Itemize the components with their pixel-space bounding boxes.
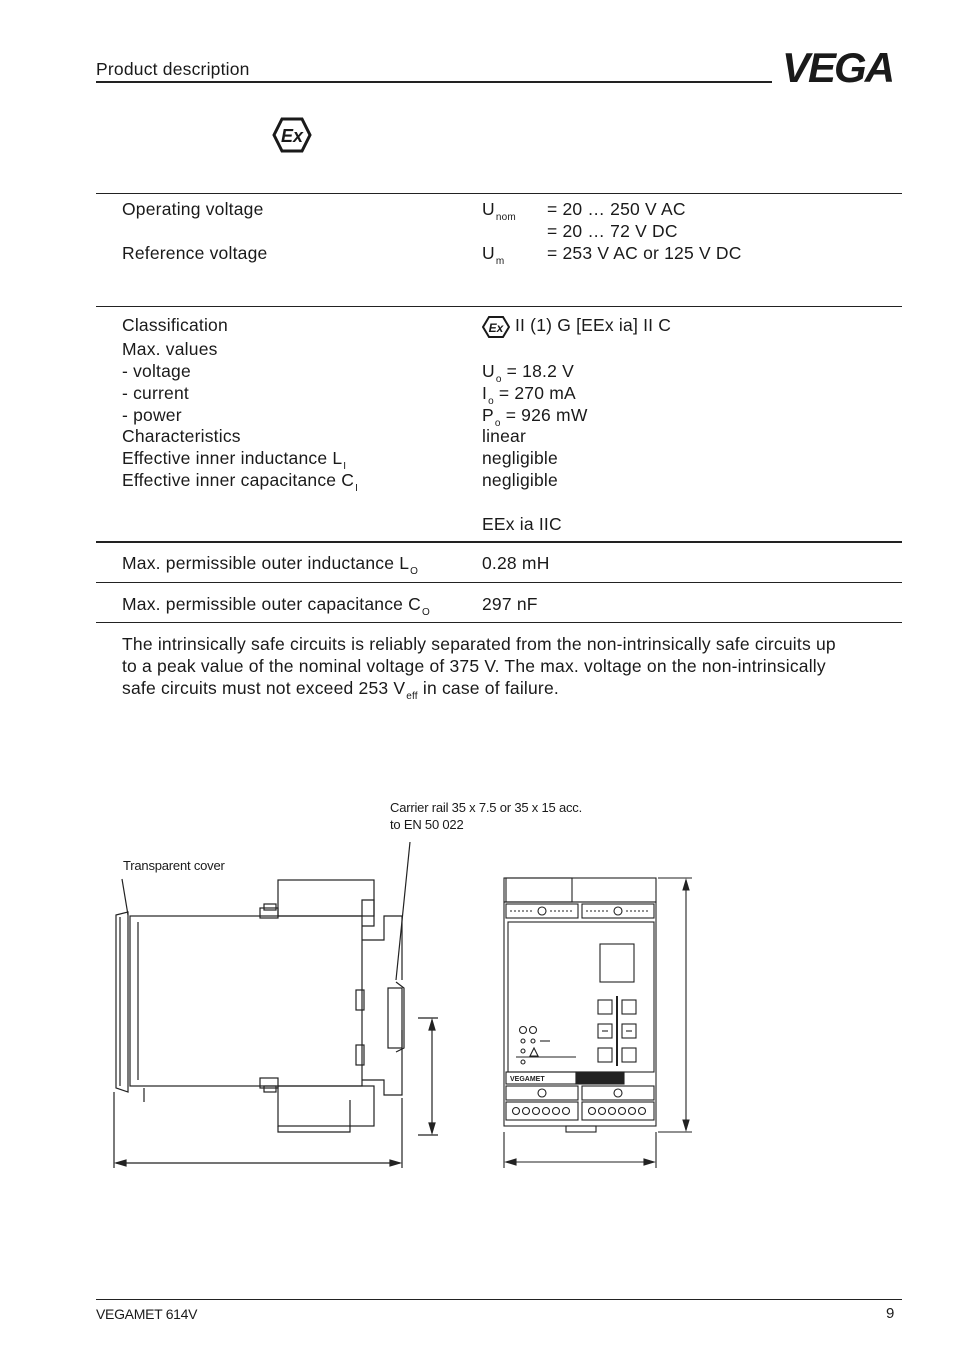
page-number: 9 [886, 1305, 895, 1322]
ex-small-icon [482, 316, 510, 343]
vega-logo-text: VEGA [782, 49, 894, 85]
rail-label-1: Carrier rail 35 x 7.5 or 35 x 15 acc. [390, 800, 583, 815]
svg-text:Ex: Ex [280, 126, 304, 146]
rule-top [96, 193, 902, 194]
note-line-2: to a peak value of the nominal voltage of 375 V. The max. voltage on the non-intrinsically [122, 656, 826, 676]
operating-voltage-value-dc: = 20 … 72 V DC [547, 221, 678, 241]
vega-logo [782, 49, 902, 90]
header-rule [96, 81, 772, 83]
operating-voltage-value-ac: = 20 … 250 V AC [547, 199, 686, 219]
device-label: VEGAMET [510, 1076, 545, 1083]
rule-ex [96, 306, 902, 307]
outer-inductance-value: 0.28 mH [482, 553, 550, 573]
classification-value: II (1) G [EEx ia] II C [515, 315, 672, 335]
outer-capacitance-label: Max. permissible outer capacitance $C_O$ [122, 594, 430, 618]
rule-outer [96, 541, 902, 543]
outer-capacitance-value: 297 nF [482, 594, 538, 614]
current-label: - current [122, 383, 189, 403]
voltage-value: $U_o = 18.2$ V [482, 361, 574, 385]
note-line-3: safe circuits must not exceed 253 $V_{eff}$ in case of failure. [122, 678, 559, 702]
operating-voltage-symbol: $U_{nom}$ [482, 199, 516, 223]
current-value: $I_o = 270$ mA [482, 383, 576, 407]
rule-bottom [96, 622, 902, 623]
footer-rule [96, 1299, 902, 1300]
inner-inductance-value: negligible [482, 448, 558, 468]
inner-capacitance-label: Effective inner capacitance $C_I$ [122, 470, 359, 494]
rail-label-2: to EN 50 022 [390, 817, 464, 832]
ex-group-value: EEx ia IIC [482, 514, 562, 534]
reference-voltage-value: = 253 V AC or 125 V DC [547, 243, 742, 263]
footer-product: VEGAMET 614V [96, 1306, 198, 1322]
voltage-label: - voltage [122, 361, 191, 381]
cover-label: Transparent cover [123, 858, 225, 873]
characteristics-label: Characteristics [122, 426, 241, 446]
power-label: - power [122, 405, 182, 425]
front-view-drawing [496, 870, 706, 1175]
characteristics-value: linear [482, 426, 527, 446]
svg-text:Ex: Ex [488, 321, 504, 335]
inner-capacitance-value: negligible [482, 470, 558, 490]
side-view-drawing [100, 830, 460, 1180]
reference-voltage-label: Reference voltage [122, 243, 268, 263]
ex-hexagon-icon [272, 117, 312, 158]
note-line-1: The intrinsically safe circuits is reliably separated from the non-intrinsically safe circuits up [122, 634, 836, 654]
max-values-label: Max. values [122, 339, 218, 359]
rule-mid [96, 582, 902, 583]
section-title: Product description [96, 59, 250, 79]
power-value: $P_o = 926$ mW [482, 405, 588, 429]
outer-inductance-label: Max. permissible outer inductance $L_O$ [122, 553, 419, 577]
classification-label: Classification [122, 315, 228, 335]
operating-voltage-label: Operating voltage [122, 199, 264, 219]
inner-inductance-label: Effective inner inductance $L_I$ [122, 448, 347, 472]
reference-voltage-symbol: $U_m$ [482, 243, 505, 267]
